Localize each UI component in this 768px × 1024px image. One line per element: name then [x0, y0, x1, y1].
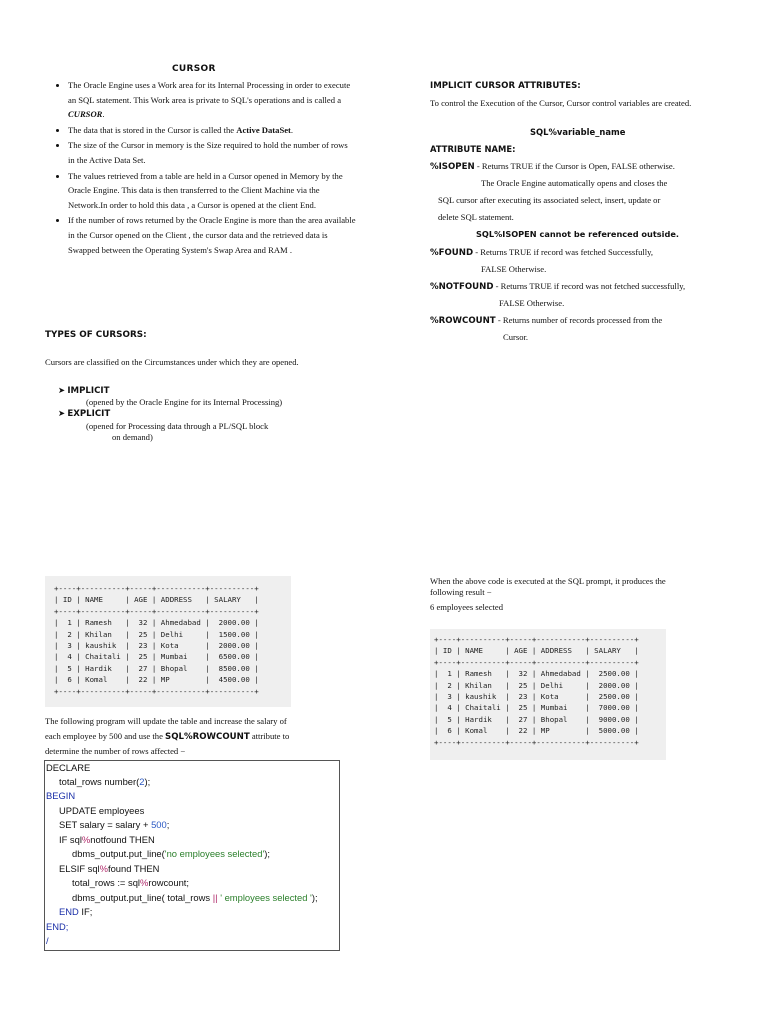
notfound-attr: %NOTFOUND - Returns TRUE if record was not fetched successfully, [430, 281, 686, 292]
code-line: BEGIN [46, 790, 76, 801]
result-line: 6 employees selected [430, 602, 504, 612]
types-description: Cursors are classified on the Circumstances under which they are opened. [45, 357, 299, 367]
rowcount-more: Cursor. [503, 332, 529, 342]
code-line: IF sql%notfound THEN [59, 834, 155, 845]
implicit-attributes-title: IMPLICIT CURSOR ATTRIBUTES: [430, 81, 581, 91]
isopen-more-2: SQL cursor after executing its associated select, insert, update or [438, 195, 661, 205]
right-intro: To control the Execution of the Cursor, Cursor control variables are created. [430, 98, 692, 108]
found-attr: %FOUND - Returns TRUE if record was fetched Successfully, [430, 247, 654, 258]
rowcount-attr: %ROWCOUNT - Returns number of records processed from the [430, 315, 663, 326]
notfound-more: FALSE Otherwise. [499, 298, 565, 308]
plsql-code-block [44, 760, 340, 951]
bullet-item: • If the number of rows returned by the Oracle Engine is more than the area available in the Cursor opened on the Client , the cursor data and the retrieved data is Swapped between the Operating System's Swap Area and RAM . [68, 213, 356, 257]
section-title-cursor: CURSOR [172, 64, 216, 74]
result-text: When the above code is executed at the SQL prompt, it produces the following result − 6 employees selected [430, 576, 730, 613]
table-after-text: +----+----------+-----+-----------+----------+ | ID | NAME | AGE | ADDRESS | SALARY | +----+----------+-----+-----------+----------+ | 1 | Ramesh | 32 | Ahmedabad | 2500.00 | | 2 | Khilan | 25 | Delhi | 2000.00 | | 3 | kaushik | 23 | Kota | 2500.00 | | 4 | Chaitali | 25 | Mumbai | 7000.00 | | 5 | Hardik | 27 | Bhopal | 9000.00 | | 6 | Komal | 22 | MP | 5000.00 | +----+----------+-----+-----------+----------+ [434, 635, 639, 747]
list-item: ➤ IMPLICIT [58, 385, 110, 396]
code-line: SET salary = salary + 500; [59, 819, 170, 830]
code-line: ELSIF sql%found THEN [59, 863, 160, 874]
cursor-types-list [58, 385, 282, 443]
explicit-description: (opened for Processing data through a PL/SQL block [86, 420, 269, 431]
arrow-bullet-icon: ➤ [58, 408, 68, 419]
implicit-description: (opened by the Oracle Engine for its Internal Processing) [86, 397, 283, 408]
code-line: UPDATE employees [59, 805, 145, 816]
explicit-description-cont: on demand) [112, 431, 153, 442]
employees-table-after [430, 629, 666, 760]
list-item: ➤ EXPLICIT [58, 408, 111, 420]
table-before-text: +----+----------+-----+-----------+----------+ | ID | NAME | AGE | ADDRESS | SALARY | +----+----------+-----+-----------+----------+ | 1 | Ramesh | 32 | Ahmedabad | 2000.00 | | 2 | Khilan | 25 | Delhi | 1500.00 | | 3 | kaushik | 23 | Kota | 2000.00 | | 4 | Chaitali | 25 | Mumbai | 6500.00 | | 5 | Hardik | 27 | Bhopal | 8500.00 | | 6 | Komal | 22 | MP | 4500.00 | +----+----------+-----+-----------+----------+ [54, 584, 259, 696]
isopen-more-3: delete SQL statement. [438, 212, 514, 222]
cursor-bullet-list [54, 78, 356, 258]
code-line: dbms_output.put_line( total_rows || ' employees selected '); [72, 892, 318, 903]
types-heading: TYPES OF CURSORS: [45, 330, 147, 340]
code-line: total_rows := sql%rowcount; [72, 877, 190, 888]
isopen-more-1: The Oracle Engine automatically opens and closes the [481, 178, 668, 188]
bullet-item: • The size of the Cursor in memory is the Size required to hold the number of rows in the Active Data Set. [68, 138, 356, 167]
attribute-name-heading: ATTRIBUTE NAME: [430, 144, 516, 154]
bullet-item: • The data that is stored in the Cursor is called the Active DataSet. [68, 123, 356, 138]
sql-variable-name: SQL%variable_name [530, 127, 626, 137]
bullet-item: • The values retrieved from a table are held in a Cursor opened in Memory by the Oracle Engine. This data is then transferred to the Client Machine via the Network.In order to hold this data , a Cursor is opened at the client End. [68, 169, 356, 213]
found-more: FALSE Otherwise. [481, 264, 547, 274]
isopen-note: SQL%ISOPEN cannot be referenced outside. [476, 229, 679, 239]
program-description: The following program will update the table and increase the salary of each employee by 500 and use the SQL%ROWCOUNT attribute to determine the number of rows affected − [45, 716, 290, 757]
bullet-item: • The Oracle Engine uses a Work area for its Internal Processing in order to execute an SQL statement. This Work area is private to SQL's operations and is called a CURSOR. [68, 78, 356, 122]
code-line: END IF; [59, 906, 93, 917]
code-line: dbms_output.put_line('no employees selected'); [72, 848, 270, 859]
arrow-bullet-icon: ➤ [58, 385, 68, 395]
isopen-attr: %ISOPEN - Returns TRUE if the Cursor is Open, FALSE otherwise. [430, 161, 675, 172]
code-line: END; [46, 921, 69, 932]
code-line: / [46, 935, 49, 946]
employees-table-before [45, 576, 291, 707]
code-line: DECLARE [46, 762, 91, 773]
code-line: total_rows number(2); [59, 776, 151, 787]
